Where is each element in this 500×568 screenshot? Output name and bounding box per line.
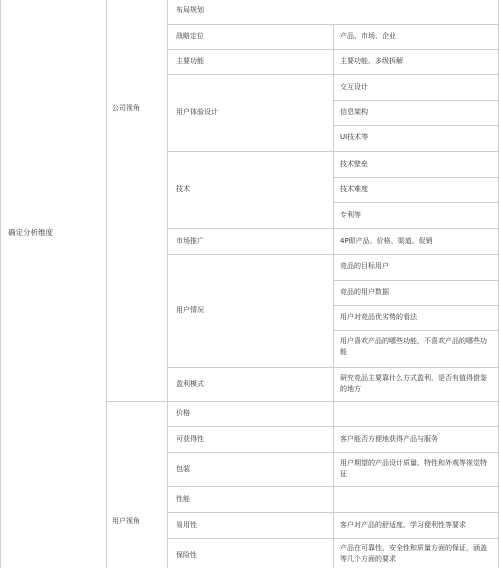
row-divider [167,228,499,229]
row-divider [167,367,499,368]
group-label-user: 用户视角 [112,517,140,525]
row-label: 包装 [176,465,190,473]
detail-divider [333,280,499,281]
row-divider [167,49,499,50]
row-label: 市场推广 [176,237,204,245]
detail-divider [333,305,499,306]
row-label: 用户体验设计 [176,108,218,116]
detail-divider [333,202,499,203]
row-divider [167,452,499,453]
group-divider [106,401,499,402]
row-divider [167,486,499,487]
row-detail: 产品在可靠性、安全性和质量方面的保证，涵盖等几个方面的要求 [340,544,487,563]
root-dimension-label: 确定分析维度 [8,228,53,237]
column-divider-2 [167,0,168,568]
row-label: 技术 [176,185,190,193]
row-label: 主要功能 [176,57,204,65]
row-detail: 信息架构 [340,108,368,116]
table-border-right [498,0,499,568]
row-detail: 客户能否方便地获得产品与服务 [340,435,438,443]
row-detail: 专利等 [340,211,361,219]
row-detail: 研究竞品主要靠什么方式盈利，是否有值得借鉴的地方 [340,374,487,393]
row-divider [167,426,499,427]
row-divider [167,512,499,513]
table-border-left [0,0,1,568]
row-detail: 产品、市场、企业 [340,32,396,40]
row-divider [167,538,499,539]
row-detail: 竞品的用户数据 [340,288,389,296]
group-label-company: 公司视角 [112,104,140,112]
row-detail: 竞品的目标用户 [340,262,389,270]
row-label: 可获得性 [176,435,204,443]
row-label: 性能 [176,495,190,503]
row-detail: UI技术等 [340,133,369,141]
row-divider [167,74,499,75]
row-label: 价格 [176,409,190,417]
detail-divider [333,330,499,331]
row-detail: 技术难度 [340,185,368,193]
row-label: 盈利模式 [176,380,204,388]
column-divider-1 [106,0,107,568]
row-divider [167,24,499,25]
row-divider [167,254,499,255]
row-detail: 用户对竞品优劣势的看法 [340,313,417,321]
row-label: 易用性 [176,521,197,529]
row-detail: 客户对产品的舒适度、学习便利性等要求 [340,521,466,529]
row-detail: 交互设计 [340,83,368,91]
detail-divider [333,125,499,126]
row-detail: 用户期望的产品设计质量、特性和外观等视觉特征 [340,459,487,478]
row-detail: 4P即产品、价格、渠道、促销 [340,237,433,245]
row-label: 战略定位 [176,32,204,40]
row-detail: 主要功能、多级拆解 [340,57,403,65]
row-detail: 技术壁垒 [340,160,368,168]
row-label: 布局规划 [176,6,204,14]
row-divider [167,151,499,152]
row-label: 保险性 [176,551,197,559]
detail-divider [333,100,499,101]
row-detail: 用户喜欢产品的哪些功能，不喜欢产品的哪些功能 [340,337,487,356]
detail-divider [333,177,499,178]
row-label: 用户情况 [176,306,204,314]
